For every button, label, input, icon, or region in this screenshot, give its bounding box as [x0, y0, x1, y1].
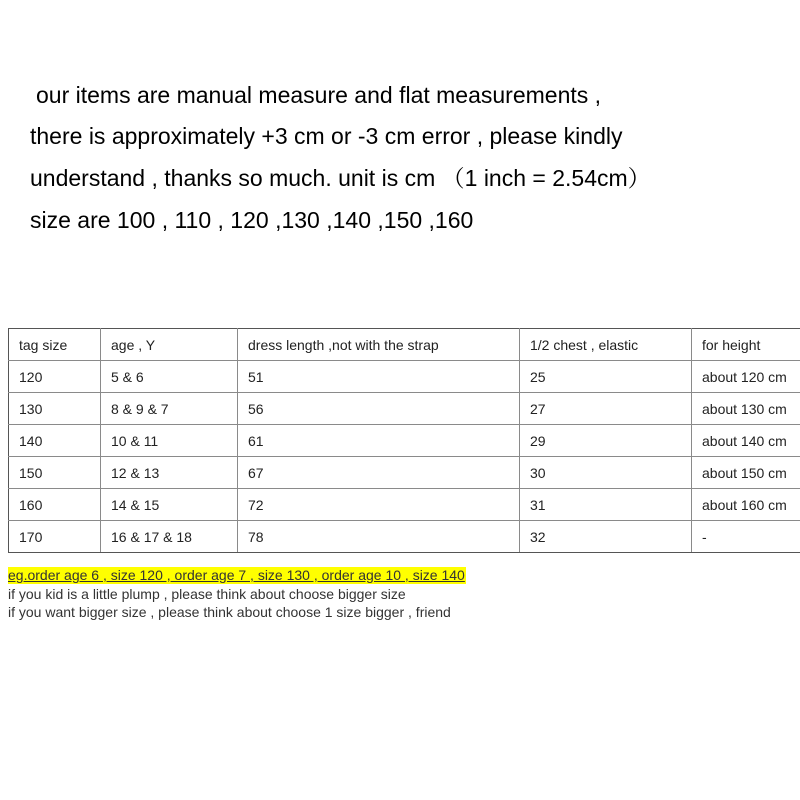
cell-age: 16 & 17 & 18 — [101, 521, 238, 553]
intro-line-error-note: there is approximately +3 cm or -3 cm error , please kindly — [30, 123, 623, 149]
table-row — [9, 521, 800, 553]
table-row — [9, 457, 800, 489]
cell-for-height: about 150 cm — [692, 457, 800, 489]
cell-for-height: about 140 cm — [692, 425, 800, 457]
plump-advice-note: if you kid is a little plump , please think about choose bigger size — [8, 586, 406, 602]
cell-dress-length: 56 — [238, 393, 520, 425]
cell-for-height: about 120 cm — [692, 361, 800, 393]
cell-tag-size: 130 — [9, 393, 101, 425]
cell-for-height: about 160 cm — [692, 489, 800, 521]
bigger-size-advice-note: if you want bigger size , please think about choose 1 size bigger , friend — [8, 604, 451, 620]
table-row — [9, 489, 800, 521]
cell-for-height: about 130 cm — [692, 393, 800, 425]
cell-tag-size: 160 — [9, 489, 101, 521]
cell-age: 8 & 9 & 7 — [101, 393, 238, 425]
cell-for-height: - — [692, 521, 800, 553]
header-tag-size: tag size — [9, 329, 101, 361]
cell-age: 12 & 13 — [101, 457, 238, 489]
cell-half-chest: 25 — [520, 361, 692, 393]
header-for-height: for height — [692, 329, 800, 361]
cell-age: 10 & 11 — [101, 425, 238, 457]
table-header-row — [9, 329, 800, 361]
cell-age: 5 & 6 — [101, 361, 238, 393]
table-row — [9, 393, 800, 425]
cell-dress-length: 67 — [238, 457, 520, 489]
cell-dress-length: 51 — [238, 361, 520, 393]
intro-line-unit-note: understand , thanks so much. unit is cm （1 inch = 2.54cm） — [30, 165, 651, 191]
intro-line-measurement-note: our items are manual measure and flat measurements , — [36, 82, 602, 108]
header-age: age , Y — [101, 329, 238, 361]
cell-half-chest: 32 — [520, 521, 692, 553]
cell-tag-size: 140 — [9, 425, 101, 457]
size-example-highlight: eg.order age 6 , size 120 , order age 7 , size 130 , order age 10 , size 140 — [8, 567, 465, 583]
cell-dress-length: 72 — [238, 489, 520, 521]
cell-tag-size: 150 — [9, 457, 101, 489]
cell-dress-length: 61 — [238, 425, 520, 457]
cell-half-chest: 31 — [520, 489, 692, 521]
header-dress-length: dress length ,not with the strap — [238, 329, 520, 361]
cell-half-chest: 30 — [520, 457, 692, 489]
cell-age: 14 & 15 — [101, 489, 238, 521]
table-row — [9, 425, 800, 457]
cell-half-chest: 27 — [520, 393, 692, 425]
cell-dress-length: 78 — [238, 521, 520, 553]
table-row — [9, 361, 800, 393]
header-half-chest: 1/2 chest , elastic — [520, 329, 692, 361]
size-chart-table — [8, 328, 800, 553]
cell-tag-size: 120 — [9, 361, 101, 393]
cell-half-chest: 29 — [520, 425, 692, 457]
cell-tag-size: 170 — [9, 521, 101, 553]
intro-line-size-list: size are 100 , 110 , 120 ,130 ,140 ,150 ,160 — [30, 207, 474, 233]
